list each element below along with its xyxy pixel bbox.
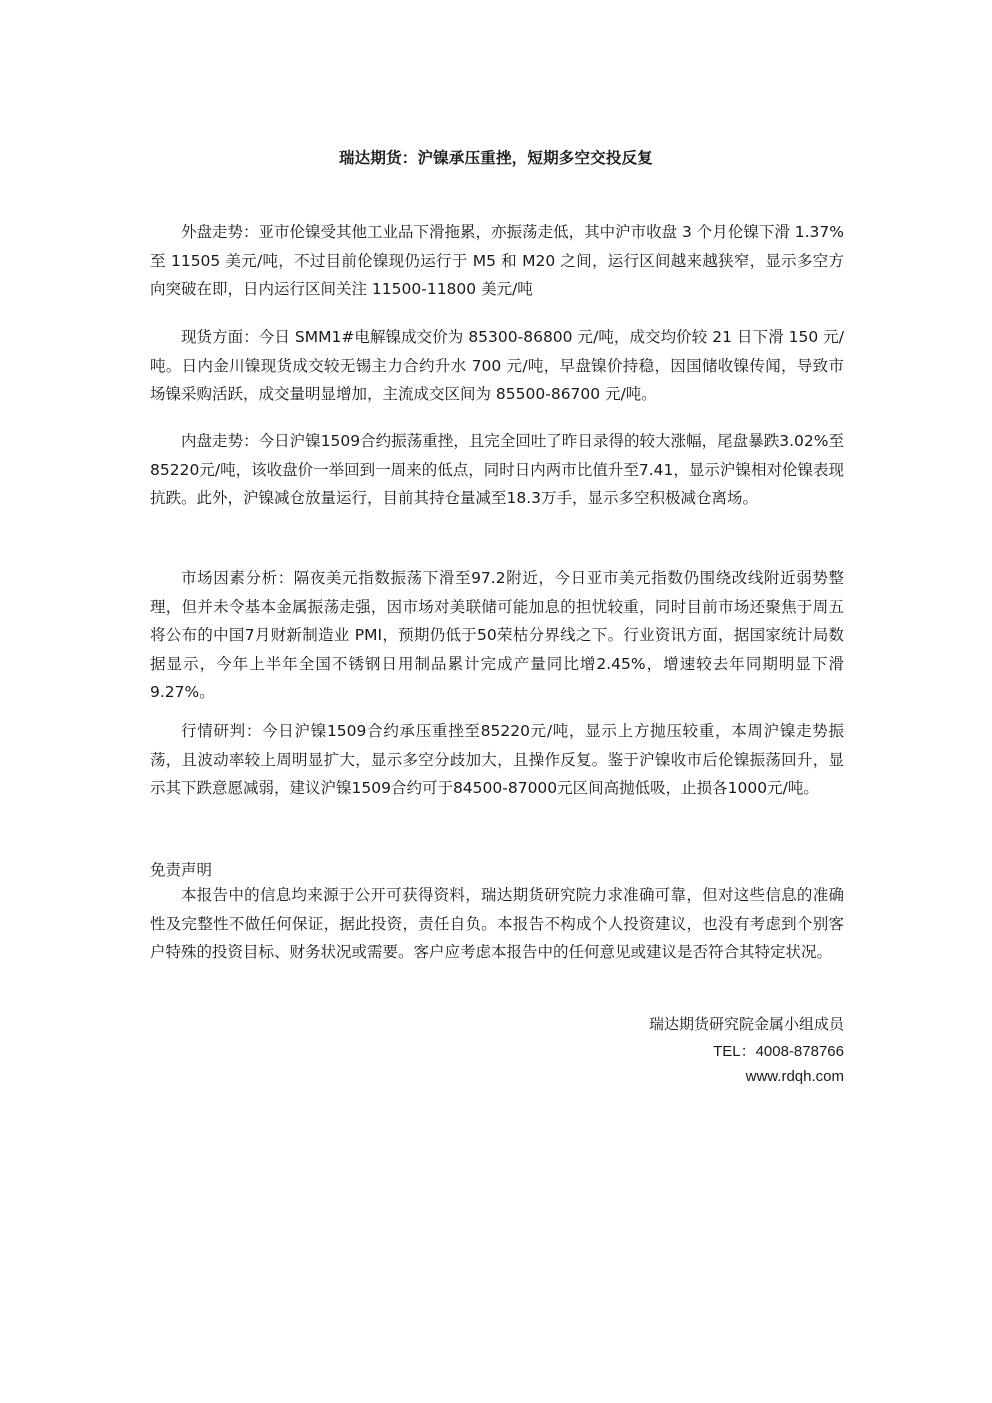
paragraph-market-factors: 市场因素分析：隔夜美元指数振荡下滑至97.2附近，今日亚市美元指数仍围绕改线附近弱势整理，但并未令基本金属振荡走强，因市场对美联储可能加息的担忧较重，同时目前市场还聚焦于周五将公布的中国7月财新制造业 PMI，预期仍低于50荣枯分界线之下。行业资讯方面，据国家统计局数据显示，今年上半年全国不锈钢日用制品累计完成产量同比增2.45%，增速较去年同期明显下滑9.27%。 [150,569,844,702]
signature-website: www.rdqh.com [745,1068,844,1085]
signature-tel: TEL：4008-878766 [713,1043,844,1060]
paragraph-spot-market: 现货方面：今日 SMM1#电解镍成交价为 85300-86800 元/吨，成交均价较 21 日下滑 150 元/吨。日内金川镍现货成交较无锡主力合约升水 700 元/吨，早盘镍价持稳，因国储收镍传闻，导致市场镍采购活跃，成交量明显增加，主流成交区间为 85500-86700 元/吨。 [150,328,844,404]
paragraph-domestic-market: 内盘走势：今日沪镍1509合约振荡重挫，且完全回吐了昨日录得的较大涨幅，尾盘暴跌3.02%至85220元/吨，该收盘价一举回到一周来的低点，同时日内两市比值升至7.41，显示沪镍相对伦镍表现抗跌。此外，沪镍减仓放量运行，目前其持仓量减至18.3万手，显示多空积极减仓离场。 [150,432,844,508]
signature-org: 瑞达期货研究院金属小组成员 [648,1015,844,1033]
disclaimer-body: 本报告中的信息均来源于公开可获得资料，瑞达期货研究院力求准确可靠，但对这些信息的准确性及完整性不做任何保证，据此投资，责任自负。本报告不构成个人投资建议，也没有考虑到个别客户特殊的投资目标、财务状况或需要。客户应考虑本报告中的任何意见或建议是否符合其特定状况。 [150,886,844,962]
paragraph-overseas-market: 外盘走势：亚市伦镍受其他工业品下滑拖累，亦振荡走低，其中沪市收盘 3 个月伦镍下滑 1.37%至 11505 美元/吨，不过目前伦镍现仍运行于 M5 和 M20 之间，运行区间越来越狭窄，显示多空方向突破在即，日内运行区间关注 11500-11800 美元/吨 [150,223,844,299]
paragraph-outlook: 行情研判：今日沪镍1509合约承压重挫至85220元/吨，显示上方抛压较重，本周沪镍走势振荡，且波动率较上周明显扩大，显示多空分歧加大，且操作反复。鉴于沪镍收市后伦镍振荡回升，显示其下跌意愿减弱，建议沪镍1509合约可于84500-87000元区间高抛低吸，止损各1000元/吨。 [150,722,844,798]
disclaimer-heading: 免责声明 [150,861,213,879]
document-title: 瑞达期货：沪镍承压重挫，短期多空交投反复 [338,149,653,167]
